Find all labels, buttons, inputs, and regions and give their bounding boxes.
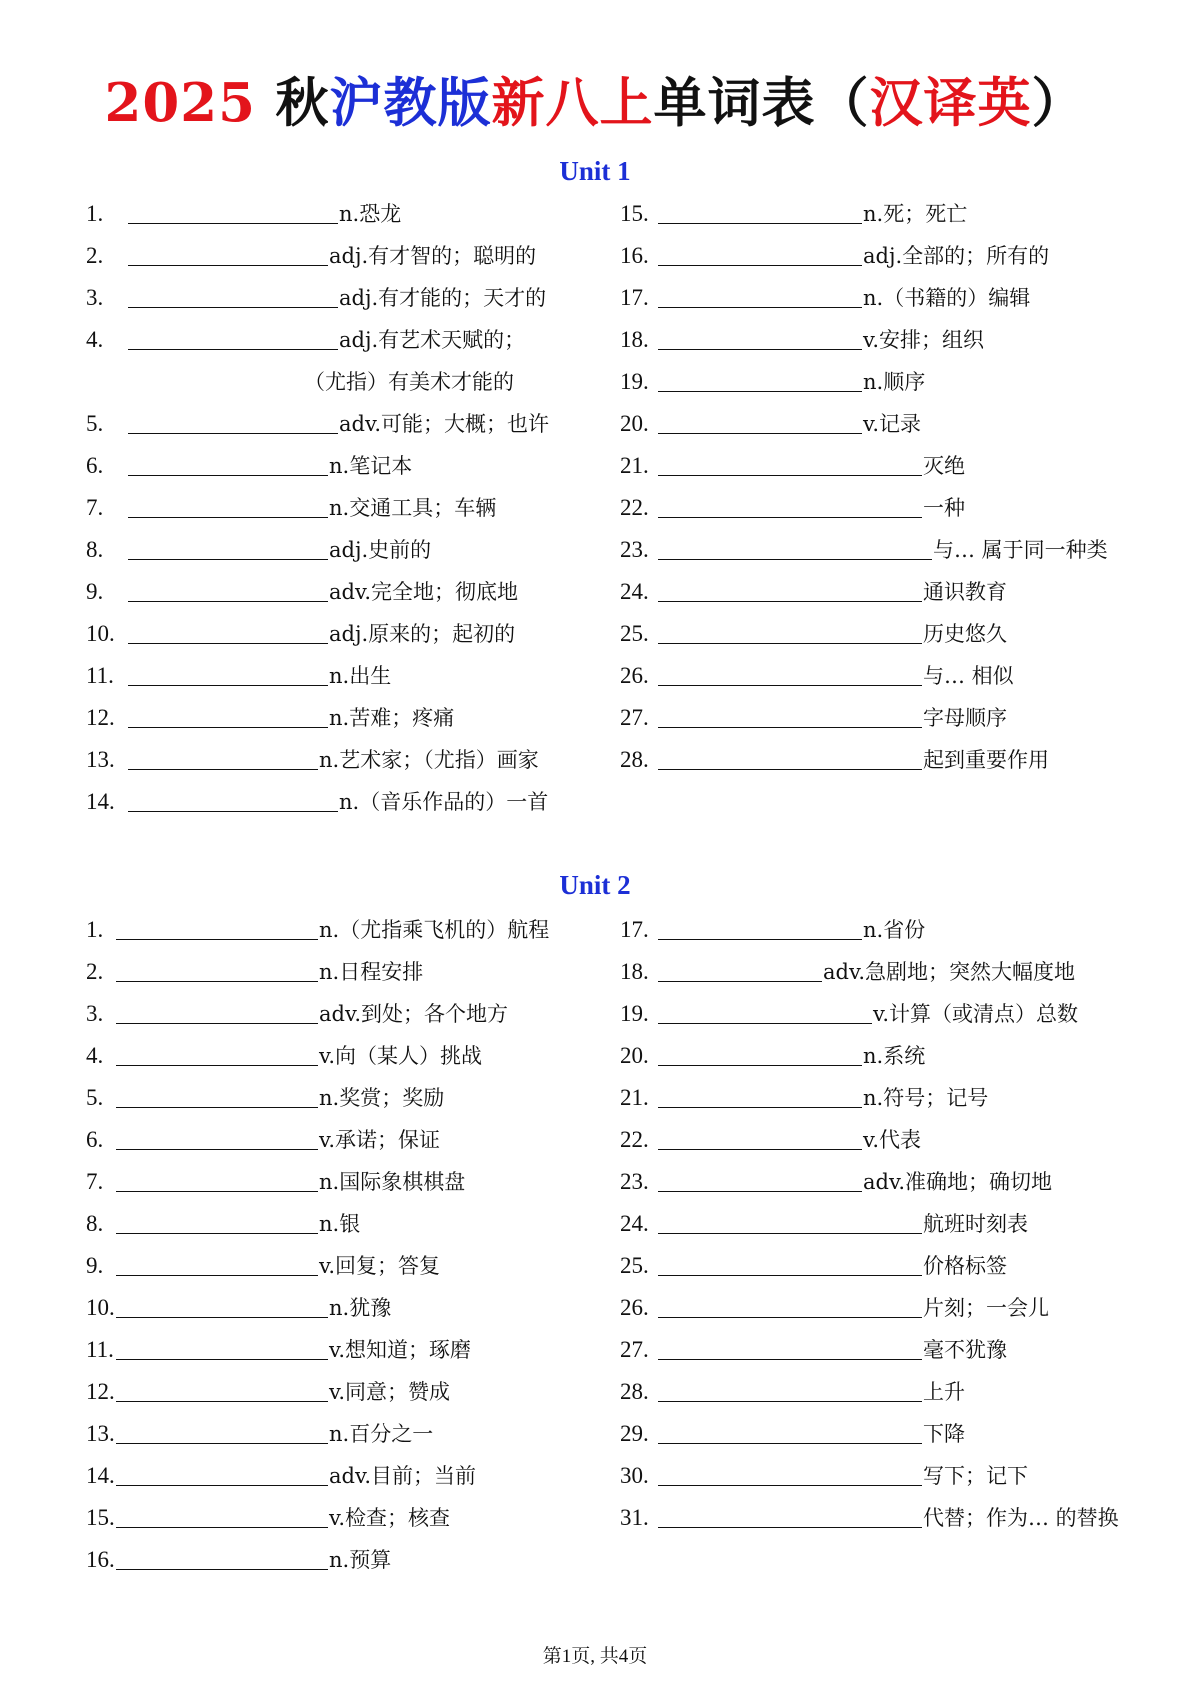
item-meaning: 与… 属于同一种类 bbox=[933, 538, 1108, 562]
item-number: 2. bbox=[86, 959, 104, 984]
answer-blank[interactable] bbox=[128, 307, 338, 308]
item-number: 28. bbox=[620, 1379, 649, 1404]
answer-blank[interactable] bbox=[658, 475, 922, 476]
answer-blank[interactable] bbox=[658, 349, 862, 350]
item-meaning: n.恐龙 bbox=[339, 202, 402, 226]
item-number: 7. bbox=[86, 495, 104, 520]
item-meaning: v.想知道；琢磨 bbox=[329, 1338, 472, 1362]
item-meaning: v.计算（或清点）总数 bbox=[873, 1002, 1079, 1026]
answer-blank[interactable] bbox=[128, 475, 328, 476]
answer-blank[interactable] bbox=[128, 265, 328, 266]
item-meaning: n.笔记本 bbox=[329, 454, 413, 478]
item-number: 10. bbox=[86, 1295, 115, 1320]
answer-blank[interactable] bbox=[658, 1401, 922, 1402]
item-number: 22. bbox=[620, 495, 649, 520]
item-meaning: 通识教育 bbox=[923, 580, 1007, 604]
item-number: 5. bbox=[86, 411, 104, 436]
item-meaning: n.艺术家；（尤指）画家 bbox=[319, 748, 539, 772]
item-meaning: n.顺序 bbox=[863, 370, 926, 394]
item-meaning: 航班时刻表 bbox=[923, 1212, 1028, 1236]
item-meaning: 片刻；一会儿 bbox=[923, 1296, 1049, 1320]
item-meaning: n.系统 bbox=[863, 1044, 926, 1068]
item-number: 12. bbox=[86, 1379, 115, 1404]
item-meaning: v.检查；核查 bbox=[329, 1506, 451, 1530]
item-number: 27. bbox=[620, 705, 649, 730]
item-meaning: adj.有艺术天赋的； bbox=[339, 328, 526, 352]
item-meaning: 历史悠久 bbox=[923, 622, 1007, 646]
answer-blank[interactable] bbox=[116, 1359, 328, 1360]
answer-blank[interactable] bbox=[658, 391, 862, 392]
item-meaning-line2: （尤指）有美术才能的 bbox=[304, 370, 514, 394]
item-number: 1. bbox=[86, 201, 104, 226]
item-number: 25. bbox=[620, 1253, 649, 1278]
answer-blank[interactable] bbox=[128, 811, 338, 812]
item-meaning: 灭绝 bbox=[923, 454, 965, 478]
item-number: 30. bbox=[620, 1463, 649, 1488]
answer-blank[interactable] bbox=[128, 643, 328, 644]
item-number: 29. bbox=[620, 1421, 649, 1446]
item-number: 14. bbox=[86, 789, 115, 814]
item-meaning: n.交通工具；车辆 bbox=[329, 496, 497, 520]
answer-blank[interactable] bbox=[658, 685, 922, 686]
page-title bbox=[0, 68, 1190, 138]
item-meaning: v.安排；组织 bbox=[863, 328, 985, 352]
item-number: 8. bbox=[86, 1211, 104, 1236]
answer-blank[interactable] bbox=[658, 433, 862, 434]
item-meaning: n.奖赏；奖励 bbox=[319, 1086, 445, 1110]
answer-blank[interactable] bbox=[116, 1527, 328, 1528]
item-number: 7. bbox=[86, 1169, 104, 1194]
answer-blank[interactable] bbox=[658, 1233, 922, 1234]
item-meaning: 价格标签 bbox=[923, 1254, 1007, 1278]
item-number: 23. bbox=[620, 1169, 649, 1194]
answer-blank[interactable] bbox=[658, 643, 922, 644]
item-number: 27. bbox=[620, 1337, 649, 1362]
item-number: 25. bbox=[620, 621, 649, 646]
answer-blank[interactable] bbox=[116, 1233, 318, 1234]
answer-blank[interactable] bbox=[658, 1275, 922, 1276]
answer-blank[interactable] bbox=[128, 223, 338, 224]
answer-blank[interactable] bbox=[128, 601, 328, 602]
answer-blank[interactable] bbox=[658, 1359, 922, 1360]
answer-blank[interactable] bbox=[128, 517, 328, 518]
item-number: 23. bbox=[620, 537, 649, 562]
answer-blank[interactable] bbox=[116, 1443, 328, 1444]
item-number: 8. bbox=[86, 537, 104, 562]
item-meaning: v.代表 bbox=[863, 1128, 922, 1152]
item-meaning: 与… 相似 bbox=[923, 664, 1014, 688]
item-number: 13. bbox=[86, 1421, 115, 1446]
item-number: 24. bbox=[620, 1211, 649, 1236]
answer-blank[interactable] bbox=[658, 1443, 922, 1444]
answer-blank[interactable] bbox=[658, 1527, 922, 1528]
answer-blank[interactable] bbox=[658, 307, 862, 308]
item-number: 22. bbox=[620, 1127, 649, 1152]
unit-1-heading: Unit 1 bbox=[559, 156, 631, 186]
answer-blank[interactable] bbox=[658, 559, 932, 560]
item-meaning: 下降 bbox=[923, 1422, 965, 1446]
item-meaning: adv.到处；各个地方 bbox=[319, 1002, 509, 1026]
answer-blank[interactable] bbox=[658, 1107, 862, 1108]
item-number: 20. bbox=[620, 411, 649, 436]
item-meaning: 起到重要作用 bbox=[923, 748, 1049, 772]
item-number: 2. bbox=[86, 243, 104, 268]
item-number: 13. bbox=[86, 747, 115, 772]
title-segment: ） bbox=[1031, 72, 1086, 134]
answer-blank[interactable] bbox=[116, 1107, 318, 1108]
answer-blank[interactable] bbox=[658, 1191, 862, 1192]
item-number: 9. bbox=[86, 1253, 104, 1278]
item-number: 19. bbox=[620, 369, 649, 394]
item-number: 31. bbox=[620, 1505, 649, 1530]
item-meaning: n.死；死亡 bbox=[863, 202, 968, 226]
item-number: 21. bbox=[620, 1085, 649, 1110]
item-meaning: v.记录 bbox=[863, 412, 922, 436]
answer-blank[interactable] bbox=[128, 433, 338, 434]
item-meaning: adv.急剧地；突然大幅度地 bbox=[823, 960, 1076, 984]
item-meaning: 一种 bbox=[923, 496, 965, 520]
answer-blank[interactable] bbox=[116, 1317, 328, 1318]
answer-blank[interactable] bbox=[128, 685, 328, 686]
answer-blank[interactable] bbox=[658, 601, 922, 602]
answer-blank[interactable] bbox=[116, 1065, 318, 1066]
item-number: 21. bbox=[620, 453, 649, 478]
item-number: 15. bbox=[620, 201, 649, 226]
item-number: 16. bbox=[86, 1547, 115, 1572]
title-segment: 单词表（ bbox=[653, 72, 870, 134]
item-number: 12. bbox=[86, 705, 115, 730]
title-segment: 汉译英 bbox=[869, 72, 1032, 134]
item-meaning: adv.准确地；确切地 bbox=[863, 1170, 1053, 1194]
answer-blank[interactable] bbox=[116, 939, 318, 940]
item-number: 26. bbox=[620, 663, 649, 688]
answer-blank[interactable] bbox=[116, 981, 318, 982]
item-meaning: 上升 bbox=[923, 1380, 965, 1404]
item-number: 16. bbox=[620, 243, 649, 268]
answer-blank[interactable] bbox=[116, 1275, 318, 1276]
item-number: 17. bbox=[620, 285, 649, 310]
item-meaning: v.向（某人）挑战 bbox=[319, 1044, 483, 1068]
item-number: 14. bbox=[86, 1463, 115, 1488]
answer-blank[interactable] bbox=[128, 559, 328, 560]
item-meaning: n.（书籍的）编辑 bbox=[863, 286, 1031, 310]
title-segment: 新八上 bbox=[491, 72, 654, 134]
item-meaning: n.银 bbox=[319, 1212, 361, 1236]
answer-blank[interactable] bbox=[658, 1023, 872, 1024]
item-meaning: adj.原来的；起初的 bbox=[329, 622, 516, 646]
answer-blank[interactable] bbox=[658, 1149, 862, 1150]
item-number: 4. bbox=[86, 1043, 104, 1068]
answer-blank[interactable] bbox=[658, 1317, 922, 1318]
item-meaning: v.同意；赞成 bbox=[329, 1380, 451, 1404]
answer-blank[interactable] bbox=[658, 223, 862, 224]
item-meaning: adv.目前；当前 bbox=[329, 1464, 477, 1488]
item-meaning: adj.全部的；所有的 bbox=[863, 244, 1050, 268]
title-segment: 2025 bbox=[104, 72, 276, 134]
answer-blank[interactable] bbox=[128, 769, 318, 770]
item-meaning: 字母顺序 bbox=[923, 706, 1007, 730]
item-meaning: 毫不犹豫 bbox=[923, 1338, 1007, 1362]
item-meaning: n.出生 bbox=[329, 664, 392, 688]
item-number: 15. bbox=[86, 1505, 115, 1530]
item-meaning: n.符号；记号 bbox=[863, 1086, 989, 1110]
item-meaning: 写下；记下 bbox=[923, 1464, 1028, 1488]
answer-blank[interactable] bbox=[116, 1569, 328, 1570]
item-number: 18. bbox=[620, 327, 649, 352]
item-number: 3. bbox=[86, 1001, 104, 1026]
item-number: 26. bbox=[620, 1295, 649, 1320]
title-segment: 沪教版 bbox=[329, 72, 492, 134]
item-number: 6. bbox=[86, 453, 104, 478]
item-number: 19. bbox=[620, 1001, 649, 1026]
item-number: 11. bbox=[86, 663, 114, 688]
item-number: 9. bbox=[86, 579, 104, 604]
answer-blank[interactable] bbox=[658, 265, 862, 266]
answer-blank[interactable] bbox=[658, 517, 922, 518]
page-footer: 第1页, 共4页 bbox=[542, 1646, 648, 1667]
item-meaning: n.犹豫 bbox=[329, 1296, 392, 1320]
item-number: 28. bbox=[620, 747, 649, 772]
item-meaning: adv.可能；大概；也许 bbox=[339, 412, 550, 436]
item-meaning: n.国际象棋棋盘 bbox=[319, 1170, 466, 1194]
answer-blank[interactable] bbox=[658, 981, 822, 982]
answer-blank[interactable] bbox=[128, 727, 328, 728]
item-meaning: n.（音乐作品的）一首 bbox=[339, 790, 549, 814]
item-meaning: adj.有才能的；天才的 bbox=[339, 286, 547, 310]
item-meaning: adv.完全地；彻底地 bbox=[329, 580, 519, 604]
item-meaning: adj.有才智的；聪明的 bbox=[329, 244, 537, 268]
answer-blank[interactable] bbox=[116, 1401, 328, 1402]
item-meaning: adj.史前的 bbox=[329, 538, 432, 562]
item-number: 3. bbox=[86, 285, 104, 310]
answer-blank[interactable] bbox=[128, 349, 338, 350]
answer-blank[interactable] bbox=[658, 769, 922, 770]
item-meaning: n.预算 bbox=[329, 1548, 392, 1572]
answer-blank[interactable] bbox=[658, 1485, 922, 1486]
answer-blank[interactable] bbox=[116, 1485, 328, 1486]
item-meaning: v.承诺；保证 bbox=[319, 1128, 441, 1152]
answer-blank[interactable] bbox=[116, 1191, 318, 1192]
item-number: 6. bbox=[86, 1127, 104, 1152]
item-number: 5. bbox=[86, 1085, 104, 1110]
item-meaning: n.省份 bbox=[863, 918, 926, 942]
item-number: 1. bbox=[86, 917, 104, 942]
item-meaning: n.苦难；疼痛 bbox=[329, 706, 455, 730]
answer-blank[interactable] bbox=[658, 939, 862, 940]
item-meaning: 代替；作为… 的替换 bbox=[923, 1506, 1119, 1530]
item-meaning: v.回复；答复 bbox=[319, 1254, 441, 1278]
item-number: 18. bbox=[620, 959, 649, 984]
item-number: 24. bbox=[620, 579, 649, 604]
item-meaning: n.（尤指乘飞机的）航程 bbox=[319, 918, 550, 942]
item-number: 20. bbox=[620, 1043, 649, 1068]
answer-blank[interactable] bbox=[116, 1149, 318, 1150]
item-number: 17. bbox=[620, 917, 649, 942]
answer-blank[interactable] bbox=[116, 1023, 318, 1024]
answer-blank[interactable] bbox=[658, 1065, 862, 1066]
item-number: 4. bbox=[86, 327, 104, 352]
answer-blank[interactable] bbox=[658, 727, 922, 728]
item-number: 11. bbox=[86, 1337, 114, 1362]
item-meaning: n.百分之一 bbox=[329, 1422, 434, 1446]
item-meaning: n.日程安排 bbox=[319, 960, 424, 984]
title-segment: 秋 bbox=[275, 72, 330, 134]
item-number: 10. bbox=[86, 621, 115, 646]
unit-2-heading: Unit 2 bbox=[559, 870, 631, 900]
